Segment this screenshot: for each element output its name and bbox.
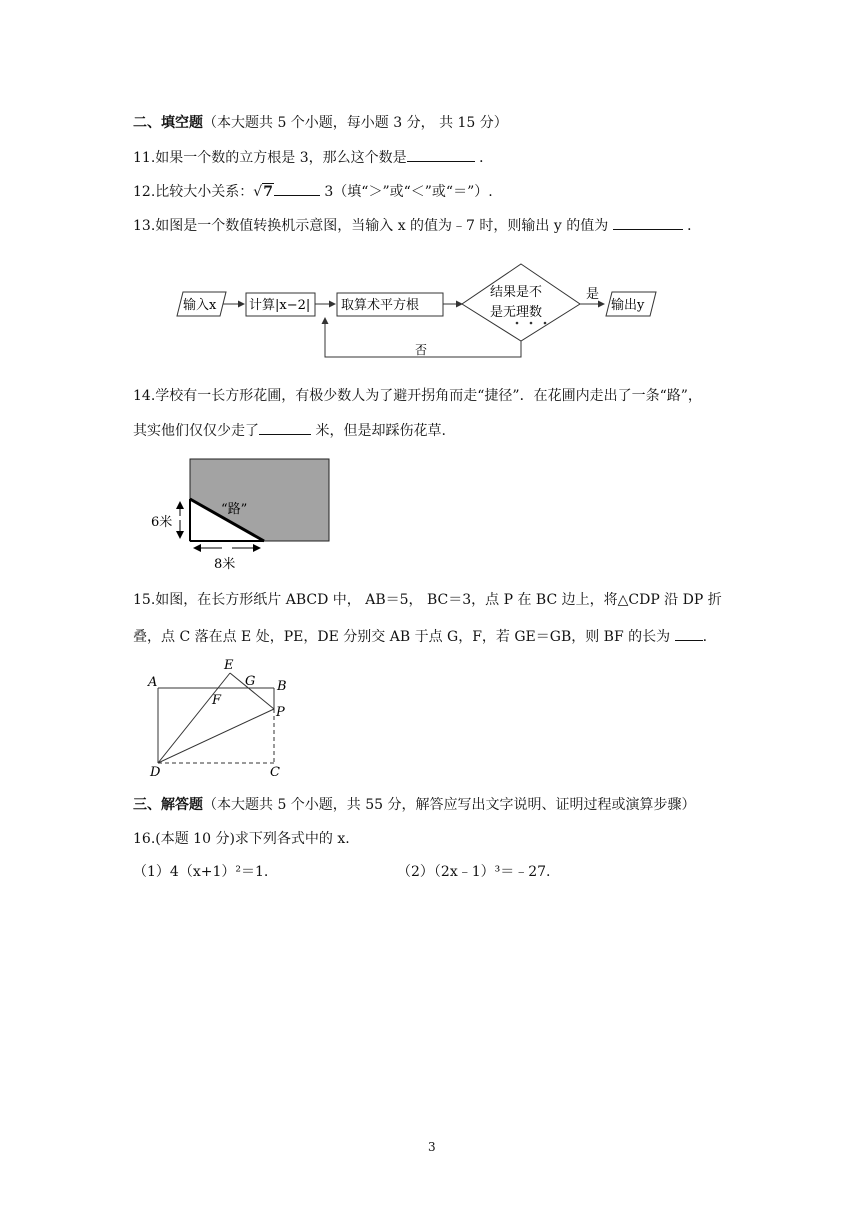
point-f-label: F xyxy=(212,693,222,708)
question-12-suffix: 3（填“＞”或“＜”或“＝”）. xyxy=(324,184,493,200)
question-11 xyxy=(133,147,493,168)
point-d-label: D xyxy=(150,765,161,780)
answer-blank-15 xyxy=(675,626,703,641)
point-c-label: C xyxy=(270,765,280,780)
section-3-heading-line xyxy=(133,795,696,815)
section-2-heading: 二、填空题 xyxy=(133,115,203,131)
question-14-prefix: 其实他们仅仅少走了 xyxy=(133,423,259,439)
garden-bottom-label: 8米 xyxy=(214,557,236,572)
question-14-line1: 14.学校有一长方形花圃，有极少数人为了避开拐角而走“捷径”．在花圃内走出了一条“路”， xyxy=(133,388,702,404)
segment-de xyxy=(158,673,230,763)
crease-dp xyxy=(158,709,274,763)
question-14-suffix: 米，但是却踩伤花草. xyxy=(315,423,446,439)
sqrt-expression: √7 xyxy=(253,184,273,200)
flowchart-diagram xyxy=(170,258,670,362)
answer-blank-12 xyxy=(274,181,320,196)
emphasis-dot xyxy=(516,322,519,325)
decision-diamond xyxy=(462,264,580,341)
point-e-label: E xyxy=(224,658,234,673)
question-16-part1: （1）4（x+1）²＝1. xyxy=(133,864,269,880)
question-11-text: 11.如果一个数的立方根是 3，那么这个数是 xyxy=(133,150,407,166)
section-2-heading-line xyxy=(133,113,508,133)
question-13 xyxy=(133,215,701,236)
answer-blank-13 xyxy=(613,215,683,230)
question-15-line2 xyxy=(133,626,707,647)
flow-no-label: 否 xyxy=(415,343,428,357)
garden-road-label: “路” xyxy=(221,502,248,517)
sqrt-radicand: 7 xyxy=(263,184,273,200)
flow-yes-label: 是 xyxy=(586,287,600,302)
section-3-heading: 三、解答题 xyxy=(133,797,203,813)
question-16: 16.(本题 10 分)求下列各式中的 x. xyxy=(133,831,350,847)
flow-compute-label: 计算|x−2| xyxy=(249,298,311,313)
answer-blank-14 xyxy=(259,420,311,435)
flow-output-label: 输出y xyxy=(611,298,645,313)
garden-side-label: 6米 xyxy=(151,515,173,530)
section-3-note: （本大题共 5 个小题，共 55 分，解答应写出文字说明、证明过程或演算步骤） xyxy=(203,797,696,813)
question-13-tail: ． xyxy=(687,218,702,234)
question-16-part2: （2）（2x﹣1）³＝﹣27. xyxy=(397,864,551,880)
garden-diagram xyxy=(148,456,338,576)
flow-input-label: 输入x xyxy=(183,298,217,313)
emphasis-dot xyxy=(544,322,547,325)
answer-blank-11 xyxy=(407,147,475,162)
folding-diagram xyxy=(140,655,310,785)
flow-decision-line1: 结果是不 xyxy=(490,285,543,300)
question-15-suffix: . xyxy=(702,629,708,645)
question-14-line2 xyxy=(133,420,446,441)
flow-sqrt-label: 取算术平方根 xyxy=(341,298,420,313)
question-11-tail: ． xyxy=(479,150,494,166)
page-number: 3 xyxy=(428,1140,436,1154)
point-b-label: B xyxy=(277,679,287,694)
question-15-line1: 15.如图，在长方形纸片 ABCD 中， AB＝5， BC＝3，点 P 在 BC 边上，将△CDP 沿 DP 折 xyxy=(133,592,722,608)
point-p-label: P xyxy=(276,705,285,720)
question-12-prefix: 12.比较大小关系： xyxy=(133,184,254,200)
flow-decision-line2: 是无理数 xyxy=(490,305,543,320)
emphasis-dot xyxy=(530,322,533,325)
question-15-prefix: 叠，点 C 落在点 E 处，PE，DE 分别交 AB 于点 G，F，若 GE＝GB，则 BF 的长为 xyxy=(133,629,671,645)
question-12 xyxy=(133,181,493,202)
point-a-label: A xyxy=(148,675,158,690)
question-13-text: 13.如图是一个数值转换机示意图，当输入 x 的值为﹣7 时，则输出 y 的值为 xyxy=(133,218,609,234)
section-2-note: （本大题共 5 个小题，每小题 3 分， 共 15 分） xyxy=(203,115,508,131)
point-g-label: G xyxy=(245,674,256,689)
